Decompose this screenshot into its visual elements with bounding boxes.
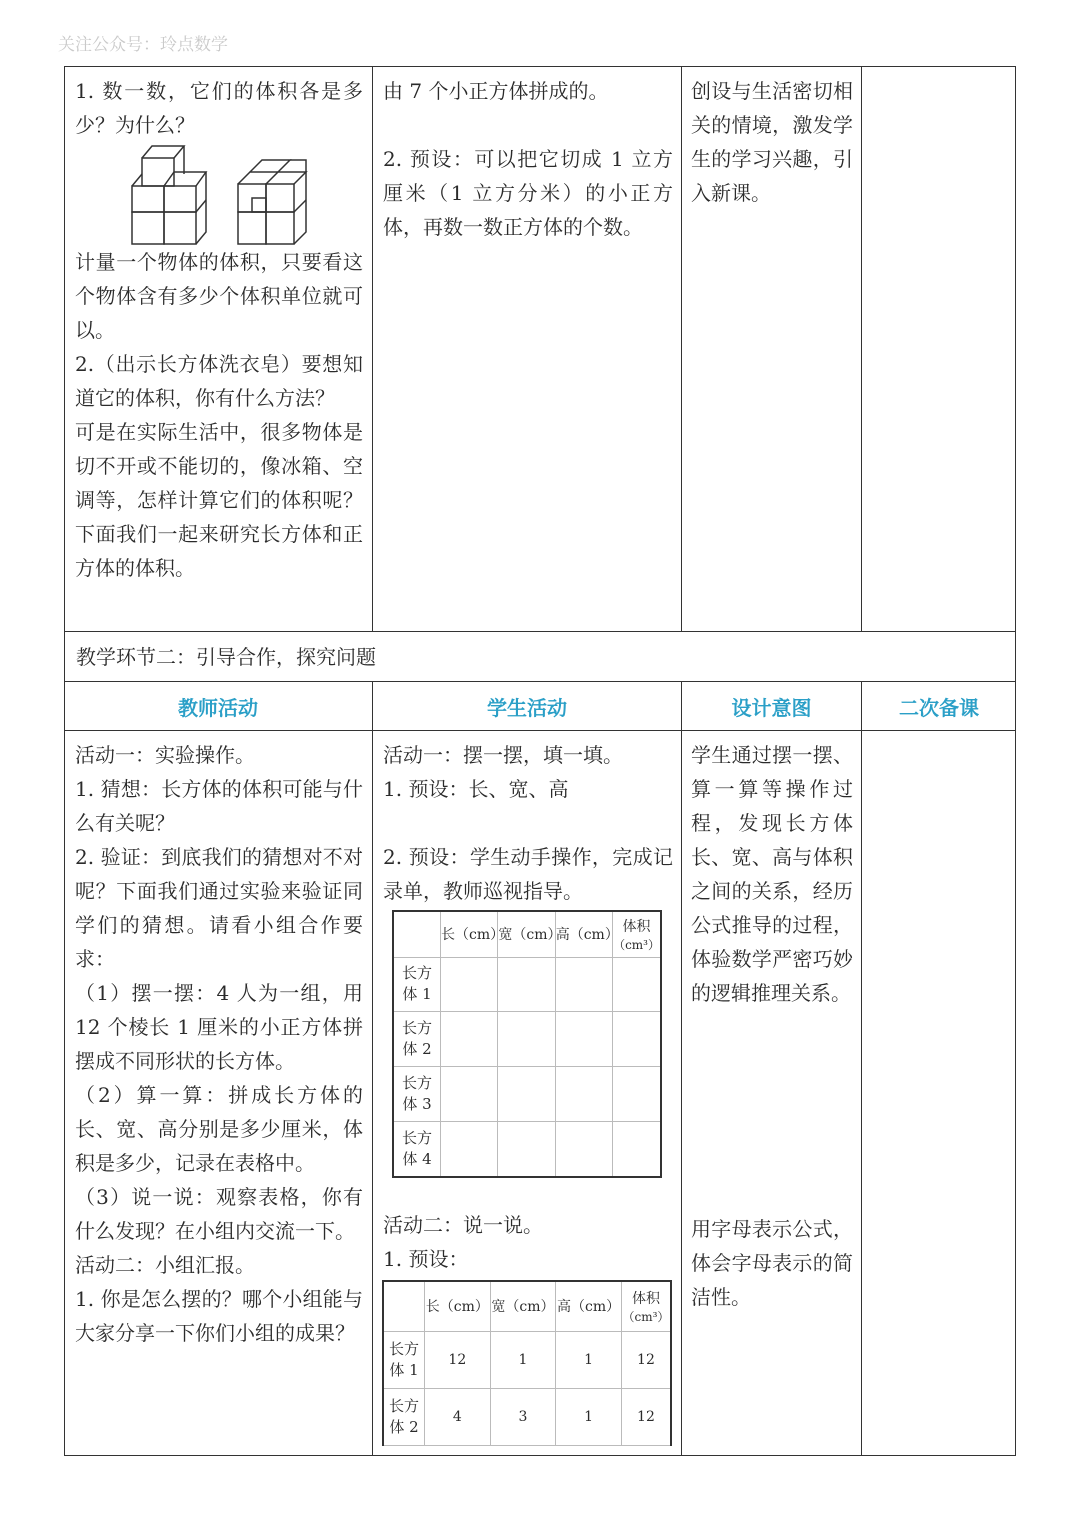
col-divider xyxy=(681,682,682,1456)
top-intent-cell xyxy=(691,74,853,210)
col-width: 宽（cm） xyxy=(490,1281,556,1331)
col-divider xyxy=(861,682,862,1456)
student-answer-1: 由 7 个小正方体拼成的。 xyxy=(383,79,609,103)
col-height: 高（cm） xyxy=(556,1281,622,1331)
teacher-question-2: 2.（出示长方体洗衣皂）要想知道它的体积，你有什么方法？ xyxy=(75,352,363,410)
col-divider xyxy=(861,66,862,632)
header-intent: 设计意图 xyxy=(731,695,812,720)
teacher-real-life: 可是在实际生活中，很多物体是切不开或不能切的，像冰箱、空调等，怎样计算它们的体积呢？下面我们一起来研究长方体和正方体的体积。 xyxy=(75,420,363,580)
student-preset-3: 1. 预设： xyxy=(383,1247,469,1271)
student-preset-2: 2. 预设：学生动手操作，完成记录单，教师巡视指导。 xyxy=(383,845,673,903)
bottom-intent-cell-b xyxy=(691,1212,853,1314)
row-label: 长方 体 2 xyxy=(393,1012,441,1067)
row-label: 长方 体 1 xyxy=(393,957,441,1012)
bottom-intent-cell-a xyxy=(691,738,853,1010)
guess: 1. 猜想：长方体的体积可能与什么有关呢？ xyxy=(75,777,363,835)
activity-2-title: 活动二：小组汇报。 xyxy=(75,1253,255,1277)
col-volume: 体积 （cm³） xyxy=(613,911,661,957)
step-discuss: （3）说一说：观察表格，你有什么发现？在小组内交流一下。 xyxy=(75,1185,363,1243)
cell-height: 1 xyxy=(556,1331,622,1388)
cell-width: 1 xyxy=(490,1331,556,1388)
teacher-question-1: 1. 数一数，它们的体积各是多少？为什么？ xyxy=(75,79,363,137)
col-length: 长（cm） xyxy=(441,911,498,957)
record-table-empty xyxy=(392,910,662,1178)
row-label: 长方 体 1 xyxy=(383,1331,425,1388)
table-row xyxy=(383,1331,671,1388)
activity-1-title: 活动一：实验操作。 xyxy=(75,743,255,767)
teacher-volume-unit: 计量一个物体的体积，只要看这个物体含有多少个体积单位就可以。 xyxy=(75,250,363,342)
student-answer-2: 2. 预设：可以把它切成 1 立方厘米（1 立方分米）的小正方体，再数一数正方体的个数。 xyxy=(383,147,673,239)
row-label: 长方 体 2 xyxy=(383,1388,425,1445)
cube-figure-left xyxy=(132,146,206,244)
cell-volume: 12 xyxy=(621,1388,671,1445)
section-title: 教学环节二：引导合作，探究问题 xyxy=(76,645,376,669)
intent-text-3: 用字母表示公式，体会字母表示的简洁性。 xyxy=(691,1217,853,1309)
cell-length: 12 xyxy=(425,1331,491,1388)
row-label: 长方 体 4 xyxy=(393,1121,441,1177)
bottom-teacher-cell xyxy=(75,738,363,1350)
step-calculate: （2）算一算：拼成长方体的长、宽、高分别是多少厘米，体积是多少，记录在表格中。 xyxy=(75,1083,363,1175)
header-teacher: 教师活动 xyxy=(178,695,258,720)
col-divider xyxy=(372,682,373,1456)
top-student-cell xyxy=(383,74,673,244)
col-divider xyxy=(372,66,373,632)
top-teacher-cell xyxy=(75,74,363,142)
cell-volume: 12 xyxy=(621,1331,671,1388)
cell-height: 1 xyxy=(556,1388,622,1445)
intent-text-2: 学生通过摆一摆、算一算等操作过程，发现长方体长、宽、高与体积之间的关系，经历公式推导的过程，体验数学严密巧妙的逻辑推理关系。 xyxy=(691,743,853,1005)
verify: 2. 验证：到底我们的猜想对不对呢？下面我们通过实验来验证同学们的猜想。请看小组合作要求： xyxy=(75,845,363,971)
bottom-student-cell-b xyxy=(383,840,673,908)
col-length: 长（cm） xyxy=(425,1281,491,1331)
share-question: 1. 你是怎么摆的？哪个小组能与大家分享一下你们小组的成果？ xyxy=(75,1287,363,1345)
header-student: 学生活动 xyxy=(487,695,567,720)
row-divider xyxy=(64,730,1016,731)
col-volume: 体积 （cm³） xyxy=(621,1281,671,1331)
cell-length: 4 xyxy=(425,1388,491,1445)
cube-figure-right xyxy=(238,160,306,244)
student-activity-1: 活动一：摆一摆，填一填。 xyxy=(383,743,623,767)
student-activity-2: 活动二：说一说。 xyxy=(383,1213,543,1237)
intent-text-1: 创设与生活密切相关的情境，激发学生的学习兴趣，引入新课。 xyxy=(691,79,853,205)
col-height: 高（cm） xyxy=(555,911,612,957)
cube-figures xyxy=(128,142,308,246)
header-prep: 二次备课 xyxy=(899,695,979,720)
row-label: 长方 体 3 xyxy=(393,1067,441,1122)
step-arrange: （1）摆一摆：4 人为一组，用 12 个棱长 1 厘米的小正方体拼摆成不同形状的长方体。 xyxy=(75,981,363,1073)
top-teacher-cell-2 xyxy=(75,245,363,585)
student-preset-1: 1. 预设：长、宽、高 xyxy=(383,777,569,801)
bottom-student-cell-a xyxy=(383,738,673,806)
watermark: 关注公众号：玲点数学 xyxy=(58,35,228,55)
row-divider xyxy=(64,631,1016,632)
record-table-filled xyxy=(382,1280,672,1446)
cell-width: 3 xyxy=(490,1388,556,1445)
table-row xyxy=(383,1388,671,1445)
col-divider xyxy=(681,66,682,632)
bottom-student-cell-c xyxy=(383,1208,673,1276)
col-width: 宽（cm） xyxy=(498,911,555,957)
